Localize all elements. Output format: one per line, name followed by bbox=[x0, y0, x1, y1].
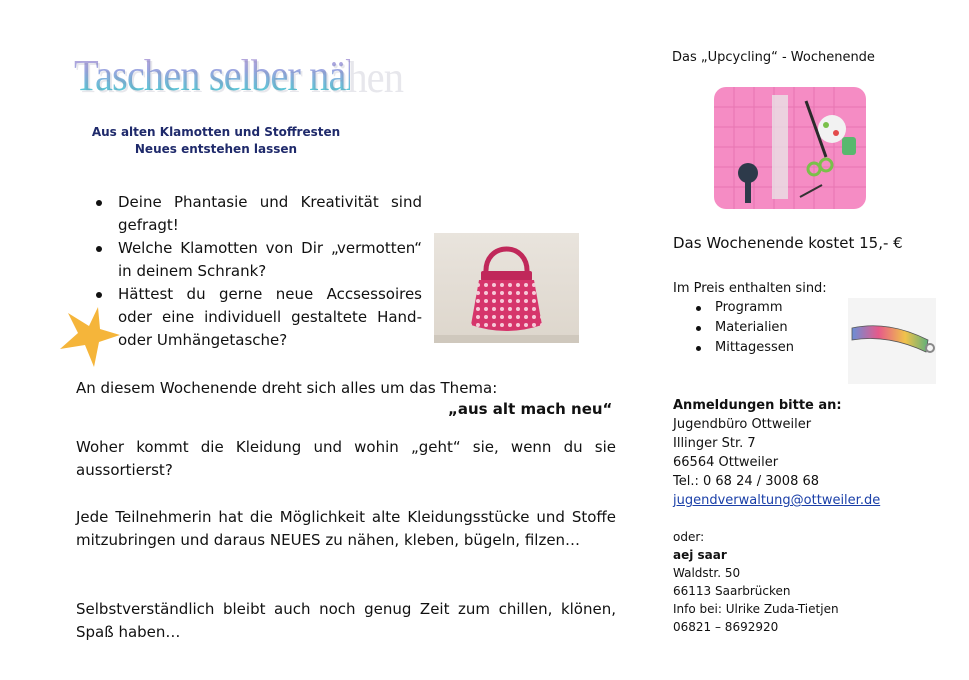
alternative-contact bbox=[673, 528, 839, 636]
flyer-title: Taschen selber nähen bbox=[74, 50, 350, 108]
sewing-tools-illustration bbox=[714, 87, 866, 209]
star-icon bbox=[58, 305, 120, 369]
contact-heading: Anmeldungen bitte an: bbox=[673, 398, 842, 413]
flyer-subtitle bbox=[90, 124, 342, 158]
included-item: Materialien bbox=[715, 318, 794, 338]
strap-illustration bbox=[848, 298, 936, 384]
price-info: Das Wochenende kostet 15,- € bbox=[673, 234, 903, 252]
theme-quote: „aus alt mach neu“ bbox=[448, 400, 613, 418]
handbag-illustration bbox=[434, 233, 579, 343]
alt-contact-org: aej saar bbox=[673, 548, 727, 562]
alt-contact-street: Waldstr. 50 bbox=[673, 566, 741, 580]
alt-contact-info: Info bei: Ulrike Zuda-Tietjen bbox=[673, 602, 839, 616]
contact-street: Illinger Str. 7 bbox=[673, 436, 756, 451]
sewing-tools-photo bbox=[714, 87, 866, 209]
intro-bullet: Deine Phantasie und Kreativität sind gefragt! bbox=[118, 191, 422, 237]
contact-city: 66564 Ottweiler bbox=[673, 455, 779, 470]
alt-contact-city: 66113 Saarbrücken bbox=[673, 584, 791, 598]
paragraph-free-time: Selbstverständlich bleibt auch noch genug Zeit zum chillen, klönen, Spaß haben… bbox=[76, 600, 616, 641]
or-label: oder: bbox=[673, 530, 705, 544]
alt-contact-phone: 06821 – 8692920 bbox=[673, 620, 779, 634]
handbag-photo bbox=[434, 233, 579, 343]
intro-bullet: Welche Klamotten von Dir „vermotten“ in deinem Schrank? bbox=[118, 237, 422, 283]
subtitle-line-2: Neues entstehen lassen bbox=[134, 142, 298, 156]
price-included-label: Im Preis enthalten sind: bbox=[673, 281, 827, 296]
theme-line: An diesem Wochenende dreht sich alles um das Thema: bbox=[76, 379, 498, 397]
intro-bullet-list bbox=[118, 191, 422, 352]
contact-org: Jugendbüro Ottweiler bbox=[673, 417, 812, 432]
included-items-list bbox=[715, 298, 794, 358]
paragraph-clothing-origin: Woher kommt die Kleidung und wohin „geht“ sie, wenn du sie aussortierst? bbox=[76, 438, 616, 479]
subtitle-line-1: Aus alten Klamotten und Stoffresten bbox=[91, 125, 341, 139]
contact-phone: Tel.: 0 68 24 / 3008 68 bbox=[673, 474, 820, 489]
paragraph-participants: Jede Teilnehmerin hat die Möglichkeit alte Kleidungsstücke und Stoffe mitzubringen und daraus NEUES zu nähen, kleben, bügeln, filzen… bbox=[76, 508, 616, 549]
included-item: Mittagessen bbox=[715, 338, 794, 358]
intro-bullet: Hättest du gerne neue Accsessoires oder eine individuell gestaltete Hand- oder Umhängetasche? bbox=[118, 283, 422, 352]
registration-contact bbox=[673, 396, 880, 510]
weekend-title: Das „Upcycling“ - Wochenende bbox=[672, 50, 875, 65]
bag-strap-photo bbox=[848, 298, 936, 384]
contact-email-link[interactable]: jugendverwaltung@ottweiler.de bbox=[673, 493, 881, 508]
included-item: Programm bbox=[715, 298, 794, 318]
